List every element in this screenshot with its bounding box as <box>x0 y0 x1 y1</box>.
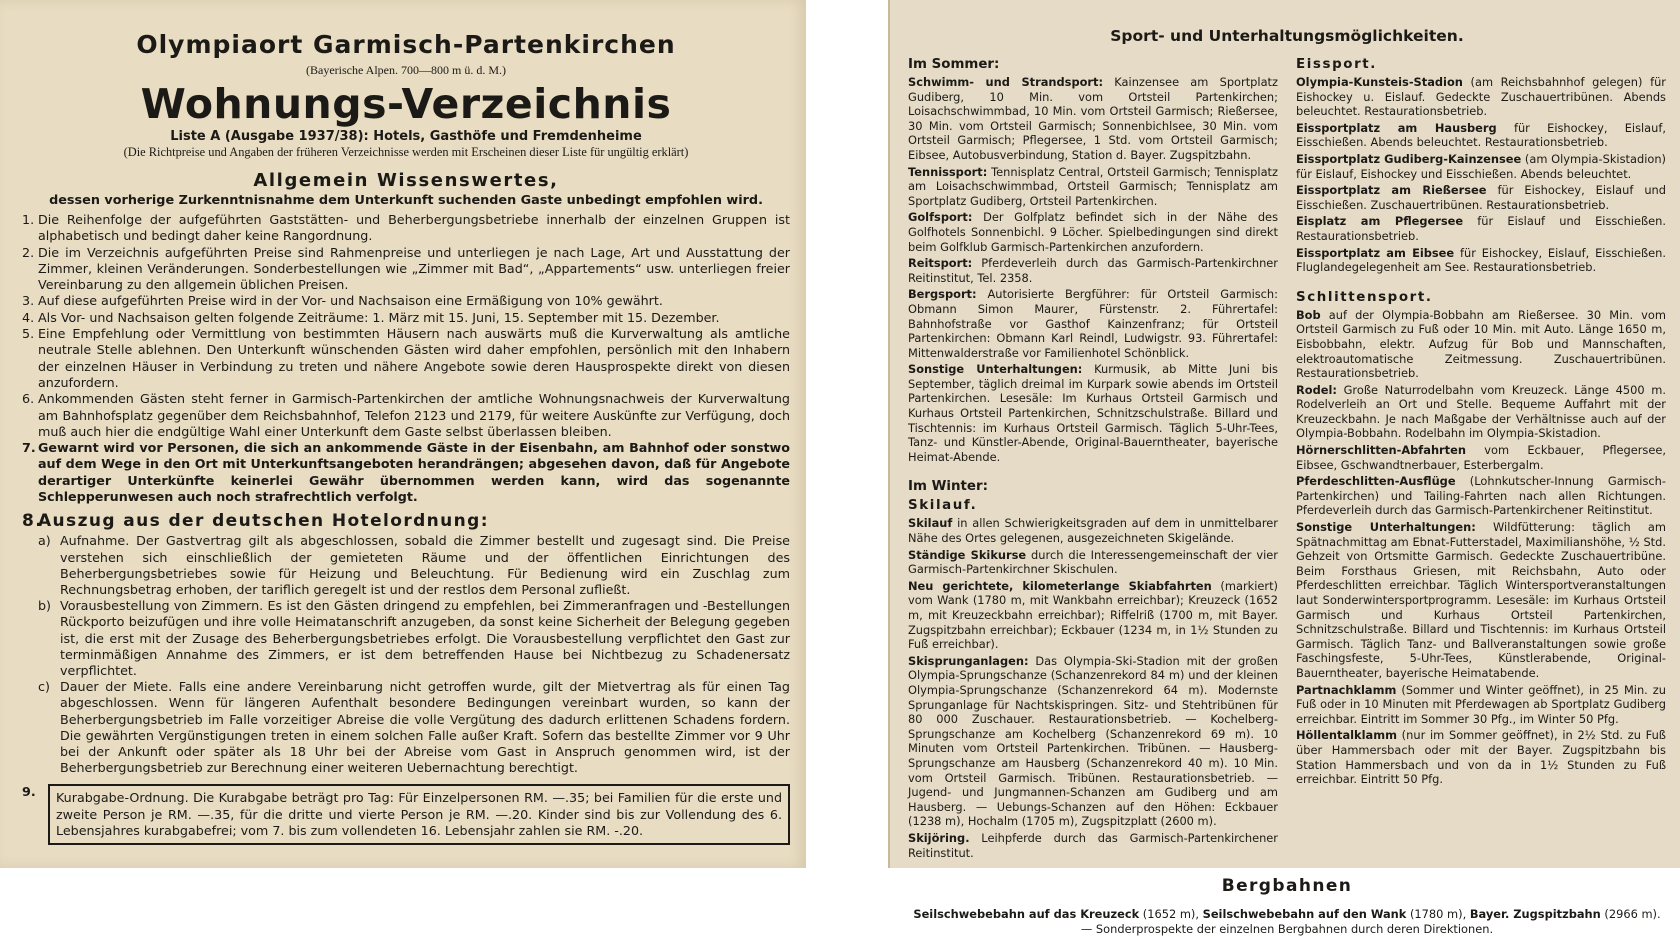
winter-heading: Im Winter: <box>908 479 988 495</box>
hotel-rule: a) Aufnahme. Der Gastvertrag gilt als abgeschlossen, sobald die Zimmer bestellt und zugesagt sind. Die Preise verstehen sich einschließlich der gemieteten Räume und der öffentlichen Einrichtungen des Beherbergungsbetriebes sowie für Heizung und Beleuchtung. Für Bedienung wird ein Zuschlag zum Rechnungsbetrag erhoben, der tariflich geregelt ist und der restlos dem Personal zufließt. <box>38 533 790 597</box>
list-item: Hörnerschlitten-Abfahrten vom Eckbauer, Pflegersee, Eibsee, Gschwandtnerbauer, Esterbergalm. <box>1296 443 1666 472</box>
list-item: Sonstige Unterhaltungen: Wildfütterung: täglich am Spätnachmittag am Ebnat-Futterstadel, Maximilianshöhe, ½ Std. Gehzeit von Ortsmitte Garmisch. Gedeckte Zuschauertribüne. Beim Forsthaus Griesen, mit Reichsbahn, Auto oder Pferdeschlitten erreichbar. Täglich Wintersportveranstaltungen laut Sonderwintersportprogramm. Lesesäle: im Kurhaus Ortsteil Garmisch und Kurhaus Ortsteil Partenkirchen, Schnitzschulstraße. Billard und Tischtennis: im Kurhaus Ortsteil Garmisch. Täglich Tanz- und Ballveranstaltungen sowie große Faschingsfeste, 5-Uhr-Tees, Künstlerabende, Original-Bauerntheater, bayerische Heimatabende. <box>1296 520 1667 680</box>
right-column <box>1296 54 1666 862</box>
list-item: Höllentalklamm (nur im Sommer geöffnet), in 2½ Std. zu Fuß über Hammersbach oder mit der Bayer. Zugspitzbahn bis Station Hammersbach und von da in 1½ Stunden zu Fuß erreichbar. Eintritt 50 Pfg. <box>1296 728 1666 787</box>
list-item: Eisplatz am Pflegersee für Eislauf und Eisschießen. Restaurationsbetrieb. <box>1296 214 1666 243</box>
list-item: Eissportplatz Gudiberg-Kainzensee (am Olympia-Skistadion) für Eislauf, Eishockey und Eisschießen. Abends beleuchtet. <box>1296 151 1666 181</box>
list-item: 6. Ankommenden Gästen steht ferner in Garmisch-Partenkirchen der amtliche Wohnungsnachweis der Kurverwaltung am Bahnhofsplatz gegenüber dem Reichsbahnhof, Telefon 2123 und 2179, für weitere Auskünfte zur Verfügung, doch muß auch hier die endgültige Wahl einer Unterkunft dem Gaste selbst überlassen bleiben. <box>22 391 790 439</box>
list-item: Bob auf der Olympia-Bobbahn am Rießersee. 30 Min. vom Ortsteil Garmisch zu Fuß oder 10 Min. mit Auto. Länge 1650 m, Eisbobbahn, elektr. Aufzug für Bob und Mannschaften, elektroautomatische Zeitmessung. Zuschauertribünen. Restaurationsbetrieb. <box>1296 307 1666 381</box>
ice-heading: Eissport. <box>1296 57 1377 72</box>
main-heading: Wohnungs-Verzeichnis <box>140 80 672 128</box>
list-item: Sonstige Unterhaltungen: Kurmusik, ab Mitte Juni bis September, täglich dreimal im Kurpark sowie abends im Ortsteil Partenkirchen. Lesesäle: Im Kurhaus Ortsteil Garmisch und Kurhaus Ortsteil Partenkirchen, Schnitzschulstraße. Billard und Tischtennis: im Kurhaus Ortsteil Garmisch. Täglich 5-Uhr-Tees, Tanz- und Künstler-Abende, Original-Bauerntheater, bayerische Heimat-Abende. <box>908 362 1278 464</box>
list-item: 4. Als Vor- und Nachsaison gelten folgende Zeiträume: 1. März mit 15. Juni, 15. September mit 15. Dezember. <box>22 309 720 325</box>
list-item: Schwimm- und Strandsport: Kainzensee am Sportplatz Gudiberg, 10 Min. vom Ortsteil Partenkirchen; Loisachschwimmbad, 10 Min. vom Ortsteil Garmisch; Rießersee, 30 Min. vom Ortsteil Garmisch; Sonnenbichlsee, 30 Min. vom Ortsteil Garmisch; Pflegersee, 1 Std. vom Ortsteil Garmisch; Eibsee, Autobusverbindung, Station d. Bayer. Zugspitzbahn. <box>908 75 1278 162</box>
list-item: 2. Die im Verzeichnis aufgeführten Preise sind Rahmenpreise und unterliegen je nach Lage, Art und Ausstattung der Zimmer, kleinen Veränderungen. Sonderbestellungen wie „Zimmer mit Bad“, „Appartements“ usw. unterliegen freier Vereinbarung zu den allgemein üblichen Preisen. <box>22 244 790 293</box>
list-item: 5. Eine Empfehlung oder Vermittlung von bestimmten Häusern nach auswärts muß die Kurverwaltung als amtliche neutrale Stelle ablehnen. Den Unterkunft wünschenden Gästen wird daher empfohlen, persönlich mit den Inhabern der einzelnen Häuser in Verbindung zu treten und nähere Angebote sowie deren Hausprospekte direkt von diesen anzufordern. <box>22 326 790 390</box>
hotel-rule: b) Vorausbestellung von Zimmern. Es ist den Gästen dringend zu empfehlen, bei Zimmeranfragen und -Bestellungen Rückporto beizufügen und ihre volle Heimatanschrift anzugeben, da sonst keine Sicherheit der Belegung gegeben ist, die erst mit der Zusage des Beherbergungsbetriebes erfolgt. Die Vorausbestellung verpflichtet den Gast zur terminmäßigen Annahme des Zimmers, er ist dem betreffenden Hause bei Nichtbezug zu Schadenersatz verpflichtet. <box>38 598 790 678</box>
right-page <box>888 0 1680 937</box>
list-item: Pferdeschlitten-Ausflüge (Lohnkutscher-Innung Garmisch-Partenkirchen) und Tailing-Fahrten nach allen Richtungen. Pferdeverleih durch das Garmisch-Partenkirchener Reitinstitut. <box>1296 474 1666 518</box>
hotel-rules-heading: 8. Auszug aus der deutschen Hotelordnung: <box>22 511 489 532</box>
left-column <box>908 54 1278 862</box>
list-item: Reitsport: Pferdeverleih durch das Garmisch-Partenkirchner Reitinstitut, Tel. 2358. <box>908 256 1278 285</box>
section-title: Allgemein Wissenswertes, <box>253 170 559 191</box>
kurabgabe-box: Kurabgabe-Ordnung. Die Kurabgabe beträgt pro Tag: Für Einzelpersonen RM. —.35; bei Familien für die erste und zweite Person je RM. —.35, für die dritte und vierte Person je RM. —.20. Kinder sind bis zur Vollendung des 6. Lebensjahres kurabgabefrei; vom 7. bis zum vollendeten 16. Lebensjahr zahlen sie RM. -.20. <box>48 784 790 845</box>
list-item: Golfsport: Der Golfplatz befindet sich in der Nähe des Golfhotels Sonnenbichl. 9 Löcher. Spielbedingungen sind direkt beim Golfklub Garmisch-Partenkirchen anzufordern. <box>908 210 1278 254</box>
section-subtitle: dessen vorherige Zurkenntnisnahme dem Unterkunft suchenden Gaste unbedingt empfohlen wird. <box>49 193 763 208</box>
kurabgabe-section: 9. Kurabgabe-Ordnung. Die Kurabgabe beträgt pro Tag: Für Einzelpersonen RM. —.35; bei Familien für die erste und zweite Person je RM. —.35, für die dritte und vierte Person je RM. —.20. Kinder sind bis zur Vollendung des 6. Lebensjahres kurabgabefrei; vom 7. bis zum vollendeten 16. Lebensjahr zahlen sie RM. -.20. <box>22 784 790 845</box>
bergbahnen-text: Seilschwebebahn auf das Kreuzeck (1652 m), Seilschwebebahn auf den Wank (1780 m), Bayer. Zugspitzbahn (2966 m). — Sonderprospekte der einzelnen Bergbahnen durch deren Direktionen. <box>913 907 1661 937</box>
summer-heading: Im Sommer: <box>908 57 1000 72</box>
list-item: Olympia-Kunsteis-Stadion (am Reichsbahnhof gelegen) für Eishockey u. Eislauf. Gedeckte Zuschauertribünen. Abends beleuchtet. Restaurationsbetrieb. <box>1296 75 1666 119</box>
hotel-rule: c) Dauer der Miete. Falls eine andere Vereinbarung nicht getroffen wurde, gilt der Mietvertrag als für einen Tag abgeschlossen. Wenn für längeren Aufenthalt besondere Bedingungen vereinbart wurden, so kann der Beherbergungsbetrieb im Falle vorzeitiger Abreise die volle Vergütung des dadurch erlittenen Schadens fordern. Die gewährten Vergünstigungen treten in einem solchen Falle außer Kraft. Sofern das bestellte Zimmer vor 9 Uhr bei der Ankunft oder später als 18 Uhr bei der Abreise vom Gast in Anspruch genommen wird, ist der Beherbergungsbetrieb zur Berechnung einer weiteren Uebernachtung berechtigt. <box>38 679 790 776</box>
list-item: 7. Gewarnt wird vor Personen, die sich an ankommende Gäste in der Eisenbahn, am Bahnhof oder sonstwo auf dem Wege in den Ort mit Unterkunftsangeboten herandrängen; abgesehen davon, daß für Angebote derartiger Unterkünfte keinerlei Gewähr übernommen werden kann, wird das sogenannte Schlepperunwesen auch noch strafrechtlich verfolgt. <box>22 440 790 505</box>
list-item: Rodel: Große Naturrodelbahn vom Kreuzeck. Länge 4500 m. Rodelverleih an Ort und Stelle. Bequeme Auffahrt mit der Kreuzeckbahn. Je nach Maßgabe der Verhältnisse auch auf der Olympia-Bobbahn. Rodelbahn im Olympia-Skistadion. <box>1296 382 1666 441</box>
list-item: 1. Die Reihenfolge der aufgeführten Gaststätten- und Beherbergungsbetriebe innerhalb der einzelnen Gruppen ist alphabetisch und bedingt daher keine Rangordnung. <box>22 212 790 244</box>
altitude-note: (Bayerische Alpen. 700—800 m ü. d. M.) <box>306 63 506 77</box>
document-title: Olympiaort Garmisch-Partenkirchen <box>136 30 676 59</box>
list-item: 3. Auf diese aufgeführten Preise wird in der Vor- und Nachsaison eine Ermäßigung von 10% gewährt. <box>22 293 663 309</box>
list-label: Liste A (Ausgabe 1937/38): Hotels, Gasthöfe und Fremdenheime <box>170 129 642 144</box>
ski-heading: Skilauf. <box>908 498 978 514</box>
numbered-list <box>22 212 790 505</box>
list-item: Tennissport: Tennisplatz Central, Ortsteil Garmisch; Tennisplatz am Loisachschwimmbad, Ortsteil Garmisch; Tennisplatz am Sportplatz Gudiberg, Ortsteil Partenkirchen. <box>908 164 1278 208</box>
list-item: Skijöring. Leihpferde durch das Garmisch-Partenkirchener Reitinstitut. <box>908 830 1278 860</box>
list-item: Neu gerichtete, kilometerlange Skiabfahrten (markiert) vom Wank (1780 m, mit Wankbahn erreichbar); Kreuzeck (1652 m, mit Kreuzeckbahn erreichbar); Riffelriß (1700 m, mit Bayer. Zugspitzbahn erreichbar); Eckbauer (1234 m, in 1½ Stunden zu Fuß erreichbar). <box>908 578 1279 652</box>
bergbahnen-heading: Bergbahnen <box>1221 876 1353 897</box>
list-item: Eissportplatz am Hausberg für Eishockey, Eislauf, Eisschießen. Abends beleuchtet. Restaurationsbetrieb. <box>1296 120 1667 150</box>
list-item: Skisprunganlagen: Das Olympia-Ski-Stadion mit der großen Olympia-Sprungschanze (Schanzenrekord 84 m) und der kleinen Olympia-Sprungschanze (Schanzenrekord 64 m). Modernste Sprunganlage für Nachtskispringen. Sitz- und Stehtribünen für 80 000 Zuschauer. Restaurationsbetrieb. — Kochelberg-Sprungschanze am Kochelberg (Schanzenrekord 69 m). 10 Minuten vom Ortsteil Partenkirchen. Tribünen. — Hausberg-Sprungschanze am Hausberg (Schanzenrekord 40 m). 10 Min. vom Ortsteil Garmisch. Tribünen. Restaurationsbetrieb. — Jugend- und Jungmannen-Schanzen am Gudiberg und am Hausberg. — Uebungs-Schanzen auf den Höhen: Eckbauer (1238 m), Hochalm (1705 m), Zugspitzplatt (2600 m). <box>908 653 1278 829</box>
list-note: (Die Richtpreise und Angaben der früheren Verzeichnisse werden mit Erscheinen dieser Liste für ungültig erklärt) <box>123 145 689 159</box>
list-item: Skilauf in allen Schwierigkeitsgraden auf dem in unmittelbarer Nähe des Ortes gelegenen, ausgezeichneten Skigelände. <box>908 516 1278 546</box>
left-page <box>0 0 806 868</box>
list-item: Bergsport: Autorisierte Bergführer: für Ortsteil Garmisch: Obmann Simon Maurer, Fürstenstr. 2. Führertafel: Bahnhofstraße vor Gasthof Kainzenfranz; für Ortsteil Partenkirchen: Obmann Karl Reindl, Ludwigstr. 93. Führertafel: Mittenwalderstraße vor Familienhotel Schönblick. <box>908 287 1278 360</box>
list-item: Eissportplatz am Eibsee für Eishockey, Eislauf, Eisschießen. Fluglandegelegenheit am See. Restaurationsbetrieb. <box>1296 245 1666 275</box>
sled-heading: Schlittensport. <box>1296 289 1433 305</box>
list-item: Ständige Skikurse durch die Interessengemeinschaft der vier Garmisch-Partenkirchner Skischulen. <box>908 547 1278 577</box>
sports-title: Sport- und Unterhaltungsmöglichkeiten. <box>1110 27 1464 45</box>
list-item: Partnachklamm (Sommer und Winter geöffnet), in 25 Min. zu Fuß oder in 10 Minuten mit Pferdewagen ab Sportplatz Gudiberg erreichbar. Eintritt im Sommer 30 Pfg., im Winter 50 Pfg. <box>1296 682 1666 726</box>
list-item: Eissportplatz am Rießersee für Eishockey, Eislauf und Eisschießen. Zuschauertribünen. Restaurationsbetrieb. <box>1296 183 1666 212</box>
